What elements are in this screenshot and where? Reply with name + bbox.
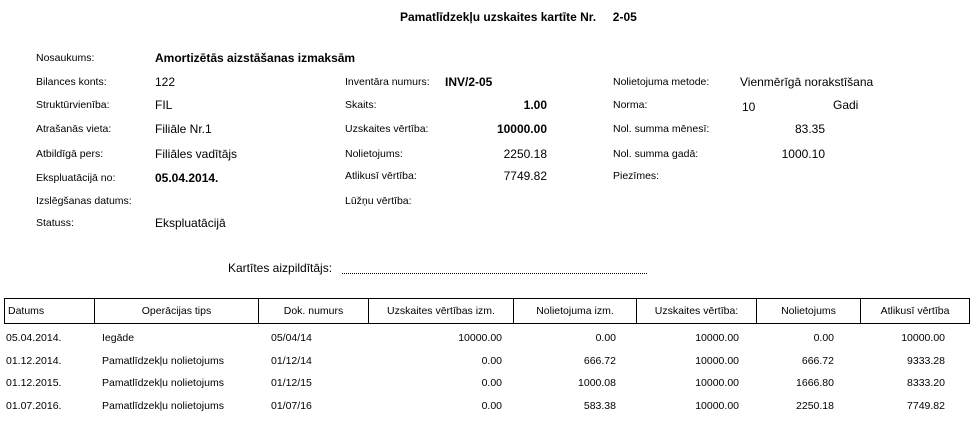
cell-book-value: 10000.00 bbox=[695, 399, 739, 412]
monthly-value: 83.35 bbox=[794, 122, 825, 136]
table-row bbox=[4, 377, 969, 400]
col-header-residual-value: Atlikusī vērtība bbox=[861, 299, 970, 324]
cell-depreciation-change: 1000.08 bbox=[578, 377, 616, 389]
col-header-doc-number: Dok. numurs bbox=[259, 299, 369, 324]
cell-doc-number: 01/12/14 bbox=[271, 354, 312, 367]
method-label: Nolietojuma metode: bbox=[613, 76, 710, 88]
operations-table bbox=[4, 298, 970, 324]
status-label: Statuss: bbox=[36, 217, 74, 229]
cell-date: 01.07.2016. bbox=[6, 399, 62, 412]
cell-depreciation-change: 0.00 bbox=[595, 332, 616, 344]
cell-doc-number: 01/07/16 bbox=[271, 399, 312, 412]
signature-line bbox=[342, 273, 647, 274]
depreciation-value: 2250.18 bbox=[503, 147, 547, 161]
col-header-book-value: Uzskaites vērtība: bbox=[637, 299, 757, 324]
cell-depreciation: 2250.18 bbox=[796, 399, 834, 412]
status-value: Ekspluatācijā bbox=[155, 216, 226, 230]
balance-account-value: 122 bbox=[155, 75, 176, 89]
rate-label: Norma: bbox=[613, 99, 648, 111]
cell-operation: Pamatlīdzekļu nolietojums bbox=[102, 377, 224, 389]
cell-book-value: 10000.00 bbox=[695, 354, 739, 367]
cell-book-value: 10000.00 bbox=[695, 332, 739, 344]
table-row bbox=[4, 400, 969, 423]
cell-book-value-change: 0.00 bbox=[481, 377, 502, 389]
name-value: Amortizētās aizstāšanas izmaksām bbox=[155, 51, 356, 65]
yearly-value: 1000.10 bbox=[781, 147, 825, 161]
card-title bbox=[400, 10, 637, 24]
cell-date: 01.12.2015. bbox=[6, 377, 62, 389]
cell-depreciation-change: 583.38 bbox=[583, 399, 616, 412]
excluded-label: Izslēgšanas datums: bbox=[36, 195, 132, 207]
card-number: 2-05 bbox=[612, 10, 637, 24]
balance-account-label: Bilances konts: bbox=[36, 76, 107, 88]
commissioned-label: Ekspluatācijā no: bbox=[36, 172, 116, 184]
cell-depreciation: 0.00 bbox=[813, 332, 834, 344]
cell-doc-number: 01/12/15 bbox=[271, 377, 312, 389]
cell-residual-value: 7749.82 bbox=[907, 399, 945, 412]
cell-date: 05.04.2014. bbox=[6, 332, 62, 344]
location-value: Filiāle Nr.1 bbox=[155, 122, 212, 136]
count-label: Skaits: bbox=[345, 99, 377, 111]
table-header-row bbox=[5, 299, 970, 324]
inventory-label: Inventāra numurs: bbox=[345, 76, 430, 88]
rate-value: 10 bbox=[742, 100, 756, 114]
name-label: Nosaukums: bbox=[36, 52, 95, 64]
residual-label: Atlikusī vērtība: bbox=[345, 170, 417, 182]
col-header-depreciation: Nolietojums bbox=[757, 299, 861, 324]
cell-operation: Iegāde bbox=[102, 332, 135, 344]
cell-operation: Pamatlīdzekļu nolietojums bbox=[102, 399, 224, 412]
cell-book-value-change: 0.00 bbox=[481, 399, 502, 412]
notes-label: Piezīmes: bbox=[613, 170, 660, 182]
method-value: Vienmērīgā norakstīšana bbox=[740, 75, 874, 89]
location-label: Atrašanās vieta: bbox=[36, 123, 112, 135]
cell-date: 01.12.2014. bbox=[6, 354, 62, 367]
inventory-value: INV/2-05 bbox=[445, 75, 493, 89]
responsible-label: Atbildīgā pers: bbox=[36, 148, 104, 160]
unit-label: Struktūrvienība: bbox=[36, 99, 110, 111]
scrap-label: Lūžņu vērtība: bbox=[345, 195, 412, 207]
commissioned-value: 05.04.2014. bbox=[155, 171, 219, 185]
cell-book-value-change: 10000.00 bbox=[458, 332, 502, 344]
col-header-book-value-change: Uzskaites vērtības izm. bbox=[369, 299, 514, 324]
unit-value: FIL bbox=[155, 98, 173, 112]
count-value: 1.00 bbox=[523, 98, 547, 112]
card-title-text: Pamatlīdzekļu uzskaites kartīte Nr. bbox=[400, 10, 597, 24]
cell-residual-value: 9333.28 bbox=[907, 354, 945, 367]
responsible-value: Filiāles vadītājs bbox=[155, 147, 238, 161]
col-header-operation: Operācijas tips bbox=[95, 299, 259, 324]
yearly-label: Nol. summa gadā: bbox=[613, 148, 699, 160]
depreciation-label: Nolietojums: bbox=[345, 148, 403, 160]
cell-book-value-change: 0.00 bbox=[481, 354, 502, 367]
operations-rows bbox=[4, 332, 969, 422]
signature-label: Kartītes aizpildītājs: bbox=[228, 261, 333, 275]
cell-book-value: 10000.00 bbox=[695, 377, 739, 389]
monthly-label: Nol. summa mēnesī: bbox=[613, 123, 710, 135]
cell-residual-value: 8333.20 bbox=[907, 377, 945, 389]
table-row bbox=[4, 355, 969, 378]
book-value-label: Uzskaites vērtība: bbox=[345, 123, 429, 135]
cell-doc-number: 05/04/14 bbox=[271, 332, 312, 344]
cell-residual-value: 10000.00 bbox=[901, 332, 945, 344]
residual-value: 7749.82 bbox=[503, 169, 547, 183]
table-row bbox=[4, 332, 969, 355]
cell-depreciation: 1666.80 bbox=[796, 377, 834, 389]
cell-depreciation-change: 666.72 bbox=[583, 354, 616, 367]
cell-operation: Pamatlīdzekļu nolietojums bbox=[102, 354, 224, 367]
cell-depreciation: 666.72 bbox=[801, 354, 834, 367]
rate-unit: Gadi bbox=[833, 98, 859, 112]
col-header-date: Datums bbox=[5, 299, 95, 324]
book-value-value: 10000.00 bbox=[496, 122, 547, 136]
col-header-depreciation-change: Nolietojuma izm. bbox=[514, 299, 637, 324]
